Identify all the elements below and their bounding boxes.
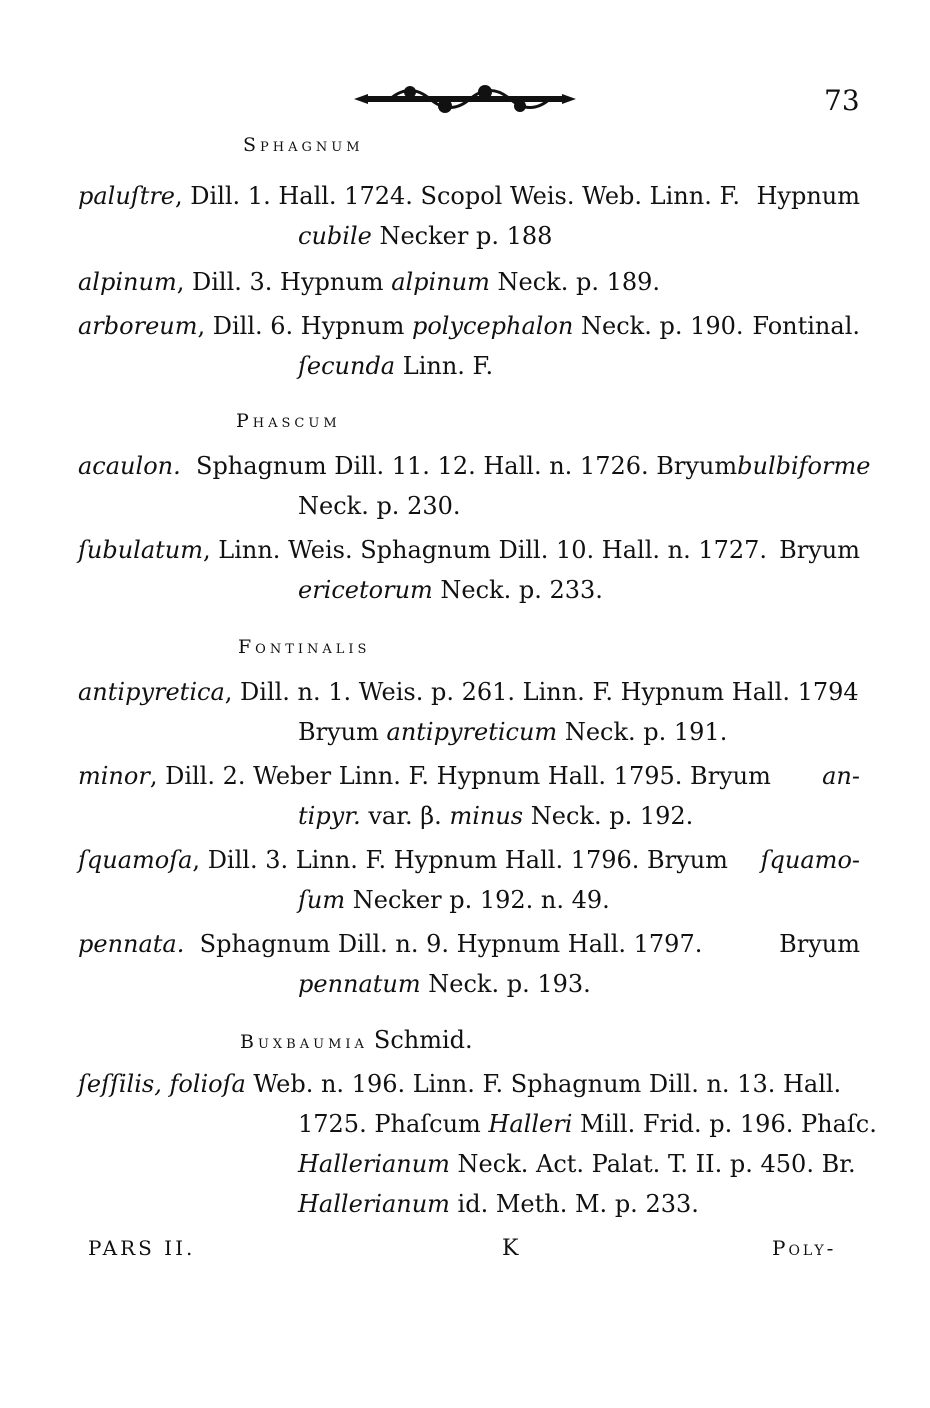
entry-tail: bulbiforme bbox=[737, 452, 871, 480]
entry-tail: Hypnum bbox=[756, 182, 860, 210]
entry-subulatum: ſubulatum, Linn. Weis. Sphagnum Dill. 10. Hall. n. 1727. Bryum ericetorum Neck. p. 233. bbox=[78, 530, 860, 610]
entry-sessilis bbox=[78, 1064, 877, 1224]
entry-refs: Web. n. 196. Linn. F. Sphagnum Dill. n. 13. Hall. bbox=[253, 1070, 842, 1098]
species-name: pennata. bbox=[78, 930, 185, 958]
species-name: paluſtre bbox=[78, 182, 176, 210]
synonym-ref: Neck. Act. Palat. T. II. p. 450. Br. bbox=[449, 1150, 856, 1178]
entry-refs: Sphagnum Dill. 11. 12. Hall. n. 1726. Bryum bbox=[196, 452, 738, 480]
species-name: ſquamoſa bbox=[78, 846, 193, 874]
footer-signature: PARS II. bbox=[88, 1236, 196, 1260]
synonym: minus bbox=[449, 802, 524, 830]
synonym: ſecunda bbox=[298, 352, 396, 380]
synonym-ref: Neck. p. 189. bbox=[497, 268, 661, 296]
entry-tail: Bryum bbox=[779, 536, 860, 564]
synonym-ref: Mill. Frid. p. 196. Phaſc. bbox=[572, 1110, 877, 1138]
synonym: polycephalon bbox=[411, 312, 574, 340]
genus-heading-sphagnum: Sphagnum bbox=[243, 134, 364, 156]
entry-acaulon bbox=[78, 446, 871, 526]
entry-refs: Linn. Weis. Sphagnum Dill. 10. Hall. n. 1727. bbox=[218, 536, 768, 564]
synonym: ericetorum bbox=[298, 576, 433, 604]
entry-palustre: paluſtre, Dill. 1. Hall. 1724. Scopol Weis. Web. Linn. F. Hypnum cubile Necker p. 188 bbox=[78, 176, 860, 256]
entry-minor: minor, Dill. 2. Weber Linn. F. Hypnum Hall. 1795. Bryum an- tipyr. var. β. minus Neck. p. 192. bbox=[78, 756, 860, 836]
entry-tail: an- bbox=[822, 762, 860, 790]
synonym-ref: Neck. p. 190. bbox=[581, 312, 744, 340]
footer-signature-mark: K bbox=[502, 1236, 519, 1261]
species-name: antipyretica bbox=[78, 678, 225, 706]
species-name: arboreum bbox=[78, 312, 198, 340]
entry-refs: Dill. 2. Weber Linn. F. Hypnum Hall. 1795. Bryum bbox=[165, 762, 771, 790]
entry-refs: Sphagnum Dill. n. 9. Hypnum Hall. 1797. bbox=[199, 930, 703, 958]
entry-tail: ſquamo- bbox=[760, 846, 860, 874]
synonym: ſum bbox=[298, 886, 346, 914]
synonym: antipyreticum bbox=[386, 718, 558, 746]
page-number: 73 bbox=[824, 84, 860, 117]
genus-name: Buxbaumia bbox=[240, 1031, 368, 1053]
ornament-icon bbox=[350, 82, 580, 116]
synonym-ref: var. β. bbox=[360, 802, 450, 830]
entry-tail: Bryum bbox=[779, 930, 860, 958]
entry-pennata bbox=[78, 924, 860, 1004]
synonym: pennatum bbox=[298, 970, 421, 998]
synonym-ref: Necker p. 188 bbox=[371, 222, 553, 250]
synonym: Hallerianum bbox=[298, 1150, 450, 1178]
entry-antipyretica: antipyretica, Dill. n. 1. Weis. p. 261. Linn. F. Hypnum Hall. 1794 Bryum antipyreticum Neck. p. 191. bbox=[78, 678, 859, 746]
synonym-ref: Neck. p. 193. bbox=[420, 970, 591, 998]
entry-squamosa: ſquamoſa, Dill. 3. Linn. F. Hypnum Hall. 1796. Bryum ſquamo- ſum Necker p. 192. n. 49. bbox=[78, 840, 860, 920]
genus-heading-fontinalis: Fontinalis bbox=[238, 636, 371, 658]
genus-author: Schmid. bbox=[373, 1026, 473, 1054]
synonym-ref: Neck. p. 191. bbox=[557, 718, 728, 746]
synonym-ref: Bryum bbox=[298, 718, 387, 746]
species-name: ſeſſilis, folioſa bbox=[78, 1070, 246, 1098]
species-name: minor bbox=[78, 762, 150, 790]
entry-alpinum: alpinum, Dill. 3. Hypnum alpinum Neck. p. 189. bbox=[78, 268, 661, 296]
entry-refs: Dill. 3. Hypnum bbox=[191, 268, 384, 296]
species-name: acaulon. bbox=[78, 452, 181, 480]
entry-arboreum: arboreum, Dill. 6. Hypnum polycephalon Neck. p. 190. Fontinal. ſecunda Linn. F. bbox=[78, 306, 860, 386]
synonym-ref: Neck. p. 233. bbox=[432, 576, 603, 604]
synonym: Halleri bbox=[488, 1110, 573, 1138]
genus-heading-phascum: Phascum bbox=[236, 410, 341, 432]
synonym-ref: Neck. p. 230. bbox=[298, 492, 461, 520]
footer-catchword: Poly- bbox=[772, 1236, 837, 1260]
synonym-ref: Linn. F. bbox=[395, 352, 494, 380]
entry-tail: Fontinal. bbox=[752, 312, 860, 340]
synonym: cubile bbox=[298, 222, 372, 250]
synonym: Hallerianum bbox=[298, 1190, 450, 1218]
entry-refs: Dill. n. 1. Weis. p. 261. Linn. F. Hypnum Hall. 1794 bbox=[240, 678, 859, 706]
synonym-ref: 1725. Phaſcum bbox=[298, 1110, 489, 1138]
species-name: ſubulatum bbox=[78, 536, 204, 564]
entry-refs: Dill. 6. Hypnum bbox=[212, 312, 405, 340]
synonym-ref: Neck. p. 192. bbox=[523, 802, 694, 830]
genus-heading-buxbaumia bbox=[240, 1026, 473, 1054]
synonym: tipyr. bbox=[298, 802, 361, 830]
synonym: alpinum bbox=[391, 268, 490, 296]
entry-refs: Dill. 1. Hall. 1724. Scopol Weis. Web. Linn. F. bbox=[190, 182, 740, 210]
species-name: alpinum bbox=[78, 268, 177, 296]
synonym-ref: id. Meth. M. p. 233. bbox=[449, 1190, 699, 1218]
entry-refs: Dill. 3. Linn. F. Hypnum Hall. 1796. Bryum bbox=[207, 846, 728, 874]
synonym-ref: Necker p. 192. n. 49. bbox=[345, 886, 610, 914]
